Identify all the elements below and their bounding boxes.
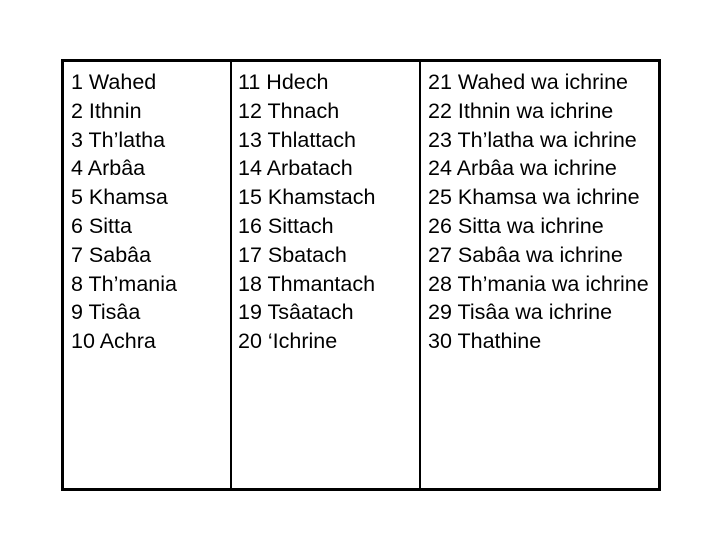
number-entry: 28 Th’mania wa ichrine (428, 271, 649, 296)
column-11-to-20 (230, 62, 419, 488)
number-entry: 25 Khamsa wa ichrine (428, 185, 640, 210)
number-entry: 23 Th’latha wa ichrine (428, 127, 637, 152)
number-entry: 1 Wahed (71, 70, 157, 94)
column-21-to-30 (419, 62, 658, 488)
number-entry: 15 Khamstach (238, 185, 376, 210)
number-entry: 20 ‘Ichrine (238, 329, 338, 354)
number-entry: 14 Arbatach (238, 156, 353, 181)
number-entry: 8 Th’mania (71, 271, 177, 296)
number-entry: 4 Arbâa (71, 156, 146, 181)
number-entry: 13 Thlattach (238, 127, 356, 152)
number-entry: 24 Arbâa wa ichrine (428, 156, 617, 181)
number-entry: 21 Wahed wa ichrine (428, 70, 628, 94)
number-entry: 30 Thathine (428, 329, 542, 354)
number-entry: 10 Achra (71, 329, 156, 354)
number-entry: 7 Sabâa (71, 242, 152, 267)
number-entry: 29 Tisâa wa ichrine (428, 300, 613, 325)
number-entry: 6 Sitta (71, 213, 132, 238)
number-entry: 18 Thmantach (238, 271, 376, 296)
number-entry: 12 Thnach (238, 98, 340, 123)
number-entry: 17 Sbatach (238, 242, 347, 267)
numbers-table (61, 59, 661, 491)
number-entry: 16 Sittach (238, 213, 334, 238)
number-entry: 11 Hdech (238, 70, 329, 94)
number-entry: 19 Tsâatach (238, 300, 354, 325)
number-entry: 22 Ithnin wa ichrine (428, 98, 614, 123)
number-entry: 26 Sitta wa ichrine (428, 213, 604, 238)
column-1-to-10 (64, 62, 230, 488)
number-entry: 2 Ithnin (71, 98, 142, 123)
number-entry: 9 Tisâa (71, 300, 141, 325)
number-entry: 5 Khamsa (71, 185, 168, 210)
number-entry: 3 Th’latha (71, 127, 166, 152)
number-entry: 27 Sabâa wa ichrine (428, 242, 623, 267)
